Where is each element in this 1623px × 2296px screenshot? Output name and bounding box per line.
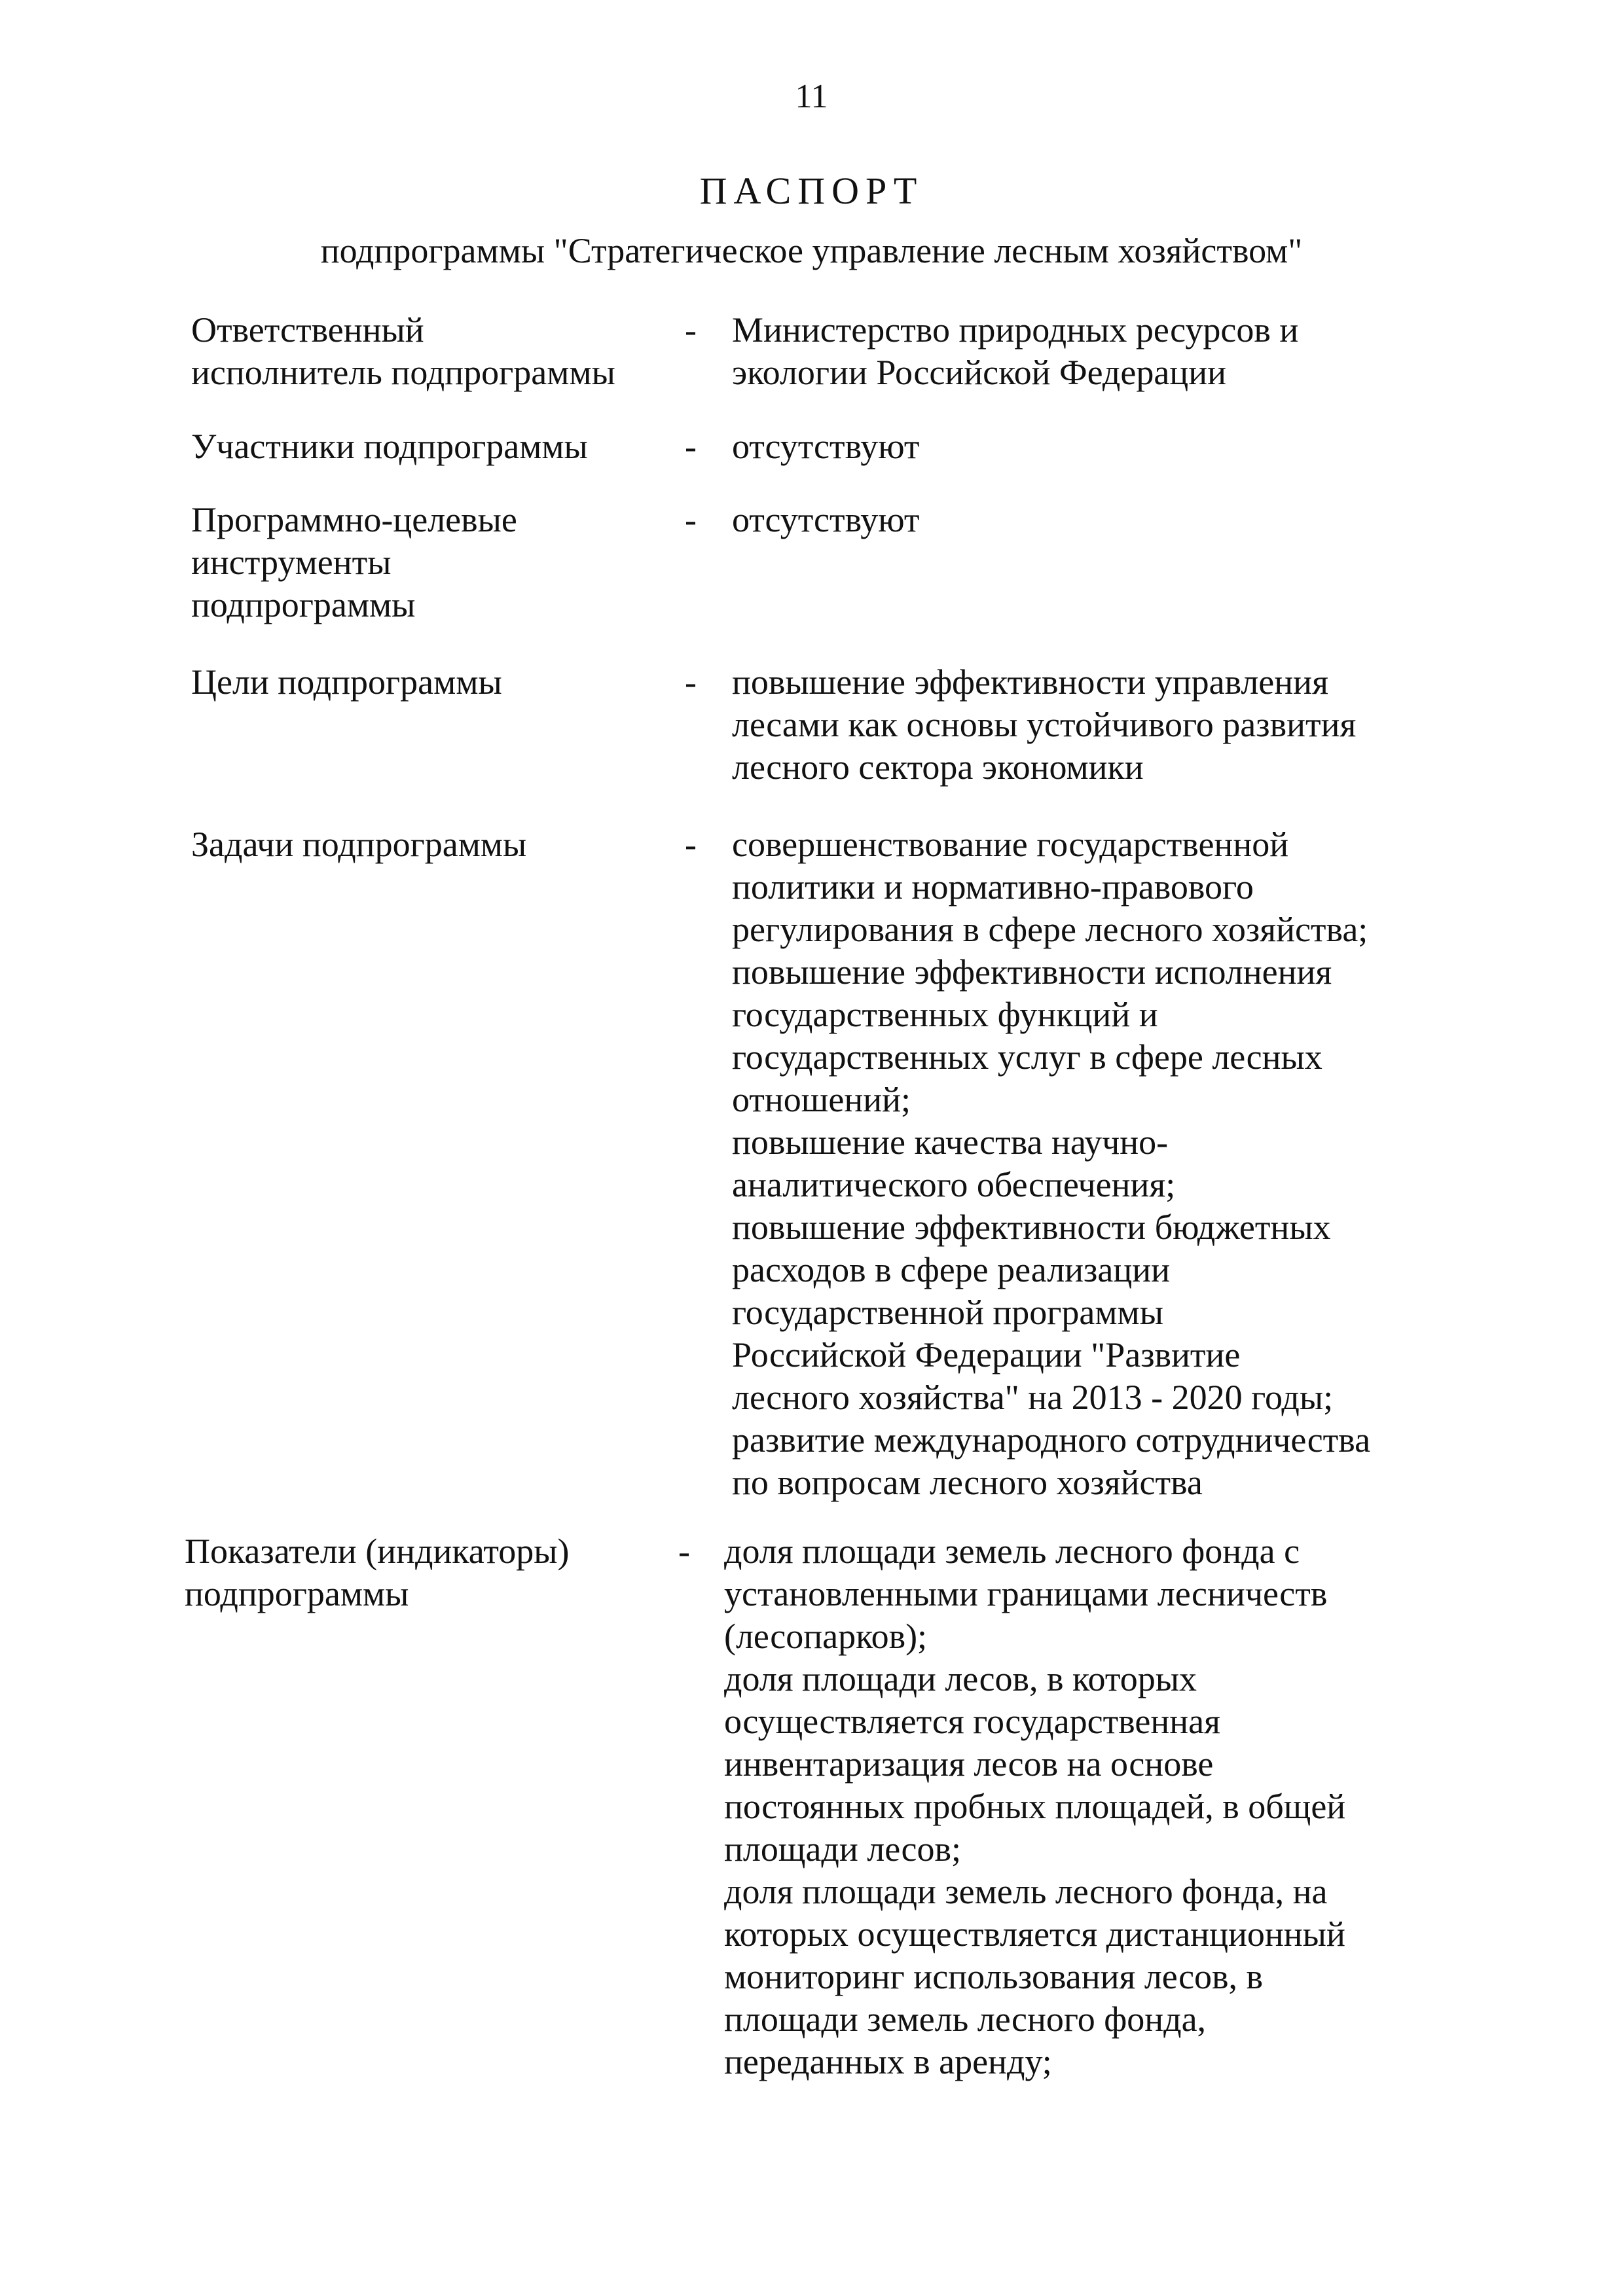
row-label [191, 823, 663, 866]
value-line: доля площади земель лесного фонда, на [724, 1872, 1328, 1911]
value-line: (лесопарков); [724, 1617, 928, 1656]
value-line: постоянных пробных площадей, в общей [724, 1787, 1346, 1826]
value-line: развитие международного сотрудничества [732, 1420, 1371, 1460]
row-value [732, 309, 1478, 394]
label-line: Программно-целевые [191, 500, 517, 539]
label-line: инструменты [191, 543, 392, 582]
value-line: инвентаризация лесов на основе [724, 1744, 1214, 1784]
row-dash: - [685, 500, 697, 539]
value-line: осуществляется государственная [724, 1702, 1220, 1741]
row-label [191, 499, 663, 626]
label-line: Участники подпрограммы [191, 427, 588, 466]
row-value [724, 1530, 1470, 2083]
row-dash: - [685, 825, 697, 864]
value-line: повышение качества научно- [732, 1122, 1169, 1162]
value-line: совершенствование государственной [732, 825, 1289, 864]
value-line: лесного хозяйства" на 2013 - 2020 годы; [732, 1378, 1334, 1417]
value-line: повышение эффективности исполнения [732, 952, 1332, 992]
value-line: государственных услуг в сфере лесных [732, 1037, 1322, 1077]
value-line: повышение эффективности бюджетных [732, 1208, 1331, 1247]
label-line: подпрограммы [185, 1574, 409, 1613]
document-title: ПАСПОРТ [699, 170, 924, 212]
value-line: расходов в сфере реализации [732, 1250, 1171, 1289]
value-line: лесного сектора экономики [732, 747, 1144, 787]
value-line: аналитического обеспечения; [732, 1165, 1176, 1204]
value-line: повышение эффективности управления [732, 662, 1328, 702]
row-dash: - [678, 1532, 690, 1571]
value-line: переданных в аренду; [724, 2042, 1052, 2081]
row-label [191, 661, 663, 704]
document-subtitle: подпрограммы "Стратегическое управление лесным хозяйством" [320, 231, 1303, 270]
value-line: которых осуществляется дистанционный [724, 1914, 1345, 1954]
value-line: отсутствуют [732, 427, 920, 466]
label-line: исполнитель подпрограммы [191, 353, 615, 392]
label-line: Задачи подпрограммы [191, 825, 527, 864]
value-line: регулирования в сфере лесного хозяйства; [732, 910, 1368, 949]
value-line: государственной программы [732, 1293, 1163, 1332]
value-line: лесами как основы устойчивого развития [732, 705, 1357, 744]
label-line: Ответственный [191, 310, 424, 350]
value-line: Министерство природных ресурсов и [732, 310, 1299, 350]
row-value [732, 425, 1478, 468]
value-line: отношений; [732, 1080, 911, 1119]
label-line: подпрограммы [191, 585, 416, 624]
page-number: 11 [795, 78, 828, 115]
value-line: площади лесов; [724, 1829, 961, 1869]
row-value [732, 499, 1478, 541]
row-label [191, 425, 663, 468]
row-label [191, 309, 663, 394]
value-line: отсутствуют [732, 500, 920, 539]
value-line: мониторинг использования лесов, в [724, 1957, 1264, 1996]
row-dash: - [685, 662, 697, 702]
row-value [732, 661, 1478, 789]
label-line: Цели подпрограммы [191, 662, 502, 702]
value-line: доля площади лесов, в которых [724, 1659, 1197, 1698]
value-line: доля площади земель лесного фонда с [724, 1532, 1300, 1571]
value-line: политики и нормативно-правового [732, 867, 1254, 906]
row-dash: - [685, 427, 697, 466]
label-line: Показатели (индикаторы) [185, 1532, 570, 1571]
row-label [185, 1530, 656, 1615]
row-dash: - [685, 310, 697, 350]
value-line: по вопросам лесного хозяйства [732, 1463, 1203, 1502]
row-value [732, 823, 1478, 1504]
value-line: Российской Федерации "Развитие [732, 1335, 1241, 1374]
value-line: площади земель лесного фонда, [724, 2000, 1207, 2039]
value-line: государственных функций и [732, 995, 1158, 1034]
value-line: экологии Российской Федерации [732, 353, 1226, 392]
value-line: установленными границами лесничеств [724, 1574, 1328, 1613]
